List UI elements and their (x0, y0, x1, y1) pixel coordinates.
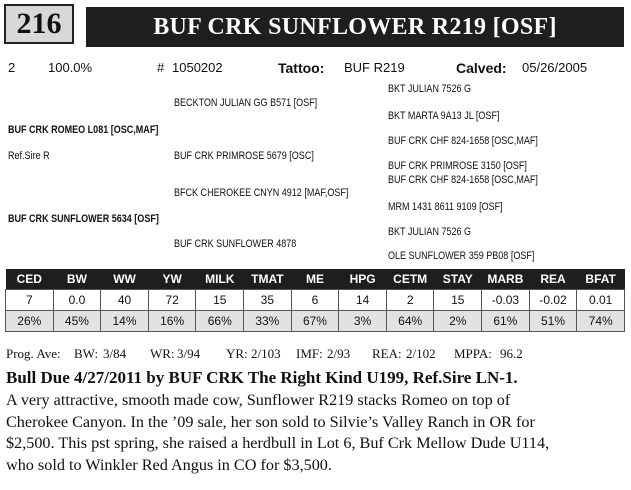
reg-label: # (157, 60, 165, 75)
epd-header-stay: STAY (434, 269, 482, 290)
pedigree-ds: BFCK CHEROKEE CNYN 4912 [MAF,OSF] (174, 187, 349, 199)
progeny-imf-label: IMF: (296, 346, 323, 361)
epd-header-row (6, 269, 625, 290)
epd-header-bfat: BFAT (577, 269, 625, 290)
pedigree-ssd: BKT MARTA 9A13 JL [OSF] (388, 110, 500, 122)
epd-value: 40 (101, 290, 149, 311)
epd-percentile: 26% (6, 311, 54, 332)
pedigree-ss: BECKTON JULIAN GG B571 [OSF] (174, 97, 318, 109)
epd-value: 15 (434, 290, 482, 311)
description-line: Cherokee Canyon. In the ’09 sale, her son sold to Silvie’s Valley Ranch in OR for (6, 412, 535, 431)
epd-value: 15 (196, 290, 244, 311)
epd-values-row (6, 290, 625, 311)
epd-percentile: 64% (386, 311, 434, 332)
epd-header-rea: REA (529, 269, 577, 290)
tattoo-value: BUF R219 (344, 60, 405, 75)
epd-header-cetm: CETM (386, 269, 434, 290)
progeny-bw: 3/84 (103, 346, 127, 361)
progeny-rea: 2/102 (406, 346, 436, 361)
epd-value: 7 (6, 290, 54, 311)
epd-percentile: 67% (291, 311, 339, 332)
calved-label: Calved: (456, 60, 507, 76)
epd-header-ced: CED (6, 269, 54, 290)
epd-percentile: 61% (482, 311, 530, 332)
epd-header-me: ME (291, 269, 339, 290)
pedigree-ref-sire: Ref.Sire R (8, 150, 50, 162)
epd-header-marb: MARB (482, 269, 530, 290)
epd-value: 72 (148, 290, 196, 311)
progeny-wr-label: WR: (150, 346, 175, 361)
description-line: who sold to Winkler Red Angus in CO for $3,500. (6, 455, 332, 474)
progeny-mppa-label: MPPA: (454, 346, 492, 361)
pedigree-dsd: MRM 1431 8611 9109 [OSF] (388, 201, 503, 213)
progeny-bw-label: BW: (74, 346, 99, 361)
progeny-label: Prog. Ave: (6, 346, 61, 361)
lot-number: 216 (4, 4, 74, 44)
epd-percentile-row (6, 311, 625, 332)
epd-header-yw: YW (148, 269, 196, 290)
pedigree-dam: BUF CRK SUNFLOWER 5634 [OSF] (8, 213, 159, 225)
epd-header-tmat: TMAT (244, 269, 292, 290)
sale-headline: Bull Due 4/27/2011 by BUF CRK The Right Kind U199, Ref.Sire LN-1. (6, 368, 518, 387)
progeny-imf: 2/93 (327, 346, 351, 361)
epd-value: 14 (339, 290, 387, 311)
epd-percentile: 33% (244, 311, 292, 332)
percent: 100.0% (48, 60, 93, 75)
epd-value: 0.0 (53, 290, 101, 311)
epd-value: 35 (244, 290, 292, 311)
description-line: $2,500. This pst spring, she raised a herdbull in Lot 6, Buf Crk Mellow Dude U114, (6, 434, 550, 452)
epd-table (5, 269, 625, 332)
epd-value: -0.02 (529, 290, 577, 311)
epd-percentile: 51% (529, 311, 577, 332)
reg-number: 1050202 (172, 60, 223, 75)
description-line: A very attractive, smooth made cow, Sunflower R219 stacks Romeo on top of (6, 391, 511, 409)
progeny-yr-label: YR: (226, 346, 248, 361)
epd-percentile: 14% (101, 311, 149, 332)
pedigree-dds: BKT JULIAN 7526 G (388, 226, 472, 238)
epd-value: -0.03 (482, 290, 530, 311)
progeny-yr: 2/103 (251, 346, 281, 361)
epd-value: 0.01 (577, 290, 625, 311)
epd-header-ww: WW (101, 269, 149, 290)
epd-percentile: 45% (53, 311, 101, 332)
pedigree-sdd: BUF CRK PRIMROSE 3150 [OSF] (388, 160, 527, 172)
progeny-wr: 3/94 (177, 346, 201, 361)
epd-percentile: 2% (434, 311, 482, 332)
count: 2 (8, 60, 16, 75)
pedigree-ddd: OLE SUNFLOWER 359 PB08 [OSF] (388, 250, 535, 262)
epd-percentile: 3% (339, 311, 387, 332)
tattoo-label: Tattoo: (278, 60, 325, 76)
pedigree-dss: BUF CRK CHF 824-1658 [OSC,MAF] (388, 174, 538, 186)
epd-value: 2 (386, 290, 434, 311)
epd-value: 6 (291, 290, 339, 311)
description (6, 390, 628, 476)
epd-header-milk: MILK (196, 269, 244, 290)
pedigree-sss: BKT JULIAN 7526 G (388, 83, 472, 95)
progeny-rea-label: REA: (372, 346, 402, 361)
pedigree-sds: BUF CRK CHF 824-1658 [OSC,MAF] (388, 135, 538, 147)
epd-percentile: 74% (577, 311, 625, 332)
epd-percentile: 66% (196, 311, 244, 332)
epd-percentile: 16% (148, 311, 196, 332)
animal-name-banner: BUF CRK SUNFLOWER R219 [OSF] (86, 7, 624, 47)
pedigree-dd: BUF CRK SUNFLOWER 4878 (174, 238, 297, 250)
calved-date: 05/26/2005 (522, 60, 588, 75)
pedigree-sire: BUF CRK ROMEO L081 [OSC,MAF] (8, 124, 159, 136)
epd-header-hpg: HPG (339, 269, 387, 290)
progeny-mppa: 96.2 (500, 346, 523, 361)
pedigree-sd: BUF CRK PRIMROSE 5679 [OSC] (174, 150, 314, 162)
epd-header-bw: BW (53, 269, 101, 290)
